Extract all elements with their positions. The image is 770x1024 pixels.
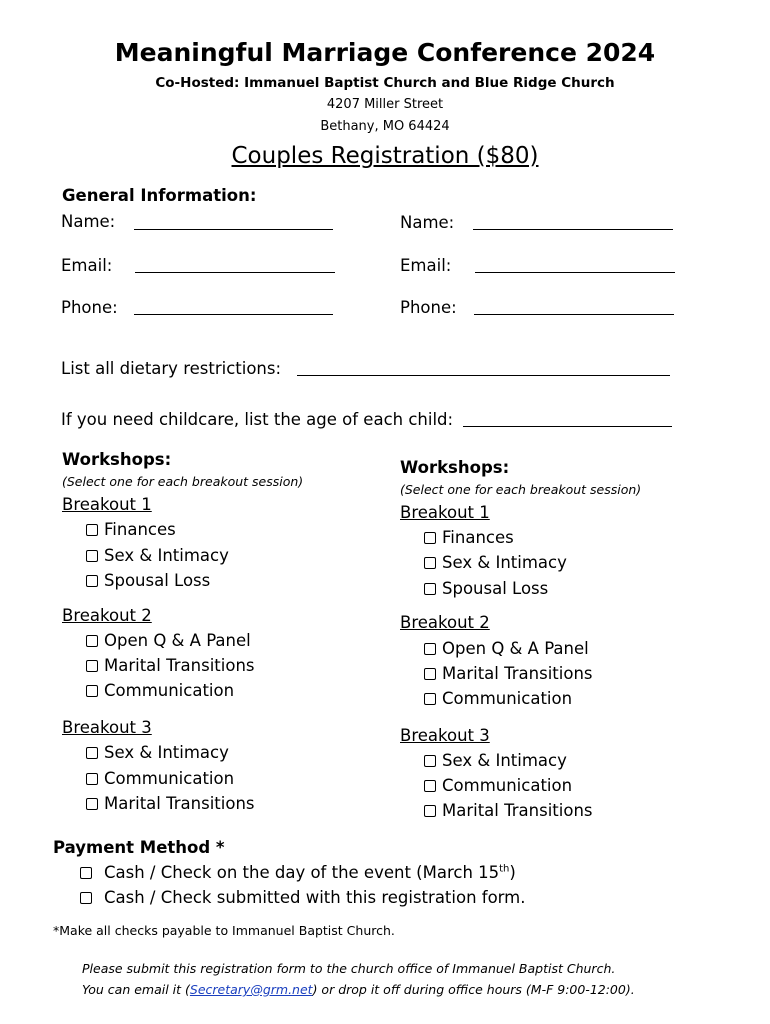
option-sex-intimacy-1[interactable]: Sex & Intimacy bbox=[86, 546, 229, 565]
option-spousal-loss-2[interactable]: Spousal Loss bbox=[424, 579, 548, 598]
name-field-1[interactable] bbox=[134, 229, 333, 230]
general-info-heading: General Information: bbox=[62, 186, 257, 205]
option-communication-b3-2[interactable]: Communication bbox=[424, 776, 572, 795]
checkbox[interactable] bbox=[424, 557, 436, 569]
option-finances-1[interactable]: Finances bbox=[86, 520, 176, 539]
option-qa-panel-1[interactable]: Open Q & A Panel bbox=[86, 631, 251, 650]
phone-label-1: Phone: bbox=[61, 298, 118, 317]
checkbox[interactable] bbox=[86, 635, 98, 647]
checkbox[interactable] bbox=[424, 755, 436, 767]
cohost-line: Co-Hosted: Immanuel Baptist Church and Blue Ridge Church bbox=[155, 75, 615, 91]
option-communication-b3-1[interactable]: Communication bbox=[86, 769, 234, 788]
email-label-2: Email: bbox=[400, 256, 452, 275]
phone-label-2: Phone: bbox=[400, 298, 457, 317]
dietary-field[interactable] bbox=[297, 375, 670, 376]
page-title: Meaningful Marriage Conference 2024 bbox=[114, 38, 656, 67]
name-label-1: Name: bbox=[61, 212, 116, 231]
breakout-2-heading-2: Breakout 2 bbox=[400, 613, 490, 632]
option-communication-2[interactable]: Communication bbox=[424, 689, 572, 708]
breakout-3-heading-2: Breakout 3 bbox=[400, 726, 490, 745]
option-communication-1[interactable]: Communication bbox=[86, 681, 234, 700]
email-label-1: Email: bbox=[61, 256, 113, 275]
email-instructions: You can email it (Secretary@grm.net) or drop it off during office hours (M-F 9:00-12:00). bbox=[82, 982, 635, 997]
checkbox[interactable] bbox=[86, 660, 98, 672]
option-marital-transitions-2[interactable]: Marital Transitions bbox=[424, 664, 593, 683]
checkbox[interactable] bbox=[424, 643, 436, 655]
option-sex-intimacy-2[interactable]: Sex & Intimacy bbox=[424, 553, 567, 572]
checkbox[interactable] bbox=[86, 575, 98, 587]
dietary-label: List all dietary restrictions: bbox=[61, 359, 282, 378]
breakout-2-heading-1: Breakout 2 bbox=[62, 606, 152, 625]
childcare-field[interactable] bbox=[463, 426, 672, 427]
checkbox[interactable] bbox=[424, 532, 436, 544]
option-sex-intimacy-b3-1[interactable]: Sex & Intimacy bbox=[86, 743, 229, 762]
payment-option-with-form[interactable] bbox=[80, 888, 526, 907]
name-label-2: Name: bbox=[400, 213, 455, 232]
option-marital-transitions-b3-1[interactable]: Marital Transitions bbox=[86, 794, 255, 813]
option-spousal-loss-1[interactable]: Spousal Loss bbox=[86, 571, 210, 590]
breakout-1-heading-1: Breakout 1 bbox=[62, 495, 152, 514]
checkbox[interactable] bbox=[424, 693, 436, 705]
phone-field-1[interactable] bbox=[134, 314, 333, 315]
checks-payable-note: *Make all checks payable to Immanuel Baptist Church. bbox=[53, 923, 395, 938]
breakout-1-heading-2: Breakout 1 bbox=[400, 503, 490, 522]
option-sex-intimacy-b3-2[interactable]: Sex & Intimacy bbox=[424, 751, 567, 770]
payment-option-2-label: Cash / Check submitted with this registration form. bbox=[104, 888, 526, 907]
payment-option-1-label: Cash / Check on the day of the event (March 15th) bbox=[104, 863, 516, 882]
checkbox[interactable] bbox=[424, 583, 436, 595]
payment-heading: Payment Method * bbox=[53, 838, 225, 857]
workshops-instruction-2: (Select one for each breakout session) bbox=[400, 482, 642, 497]
option-marital-transitions-b3-2[interactable]: Marital Transitions bbox=[424, 801, 593, 820]
checkbox[interactable] bbox=[80, 892, 92, 904]
email-field-1[interactable] bbox=[135, 272, 335, 273]
workshops-heading-1: Workshops: bbox=[62, 450, 172, 469]
street-address: 4207 Miller Street bbox=[326, 97, 444, 112]
email-field-2[interactable] bbox=[475, 272, 675, 273]
checkbox[interactable] bbox=[424, 780, 436, 792]
checkbox[interactable] bbox=[80, 867, 92, 879]
workshops-instruction-1: (Select one for each breakout session) bbox=[62, 474, 304, 489]
checkbox[interactable] bbox=[424, 805, 436, 817]
phone-field-2[interactable] bbox=[474, 314, 674, 315]
checkbox[interactable] bbox=[86, 685, 98, 697]
checkbox[interactable] bbox=[86, 773, 98, 785]
childcare-label: If you need childcare, list the age of each child: bbox=[61, 410, 454, 429]
payment-option-event-day[interactable] bbox=[80, 863, 516, 882]
option-finances-2[interactable]: Finances bbox=[424, 528, 514, 547]
registration-title: Couples Registration ($80) bbox=[231, 143, 539, 169]
submission-instructions: Please submit this registration form to the church office of Immanuel Baptist Church. bbox=[82, 961, 616, 976]
checkbox[interactable] bbox=[424, 668, 436, 680]
secretary-email-link[interactable]: Secretary@grm.net bbox=[189, 982, 313, 997]
checkbox[interactable] bbox=[86, 798, 98, 810]
checkbox[interactable] bbox=[86, 550, 98, 562]
checkbox[interactable] bbox=[86, 524, 98, 536]
city-address: Bethany, MO 64424 bbox=[320, 119, 450, 134]
option-marital-transitions-1[interactable]: Marital Transitions bbox=[86, 656, 255, 675]
workshops-heading-2: Workshops: bbox=[400, 458, 510, 477]
option-qa-panel-2[interactable]: Open Q & A Panel bbox=[424, 639, 589, 658]
checkbox[interactable] bbox=[86, 747, 98, 759]
breakout-3-heading-1: Breakout 3 bbox=[62, 718, 152, 737]
name-field-2[interactable] bbox=[473, 229, 673, 230]
